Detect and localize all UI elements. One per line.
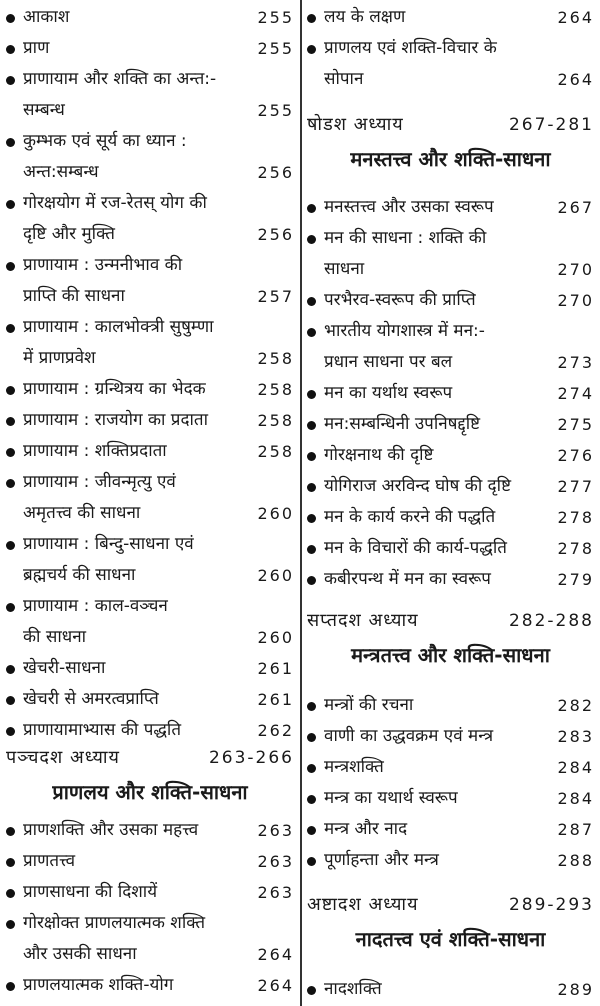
- chapter-header: [307, 110, 594, 174]
- entry-title: भारतीय योगशास्त्र में मन:-: [324, 321, 485, 341]
- entry-title: आकाश: [23, 7, 70, 27]
- toc-entry: [6, 591, 294, 653]
- bullet-icon: [6, 324, 15, 333]
- entry-title: ब्रह्मचर्य की साधना: [23, 565, 136, 585]
- toc-entry: [307, 974, 594, 1005]
- page-number: 275: [557, 415, 594, 434]
- entry-title: मन की साधना : शक्ति की: [324, 228, 487, 248]
- page-number: 258: [257, 442, 294, 461]
- entry-title: मन्त्रशक्ति: [324, 757, 384, 777]
- entry-title: साधना: [324, 259, 365, 279]
- toc-entry: [307, 752, 594, 783]
- page-number: 262: [257, 721, 294, 740]
- toc-entry: [307, 690, 594, 721]
- entry-title: प्राणसाधना की दिशायें: [23, 882, 158, 902]
- bullet-icon: [6, 386, 15, 395]
- bullet-icon: [307, 328, 316, 337]
- chapter-page-range: 282-288: [508, 611, 594, 631]
- bullet-icon: [307, 576, 316, 585]
- entry-title: और उसकी साधना: [23, 944, 137, 964]
- page-number: 260: [257, 628, 294, 647]
- bullet-icon: [6, 541, 15, 550]
- toc-entry: [6, 970, 294, 1001]
- entry-title: मन्त्र और नाद: [324, 819, 408, 839]
- bullet-icon: [6, 479, 15, 488]
- page-number: 278: [557, 539, 594, 558]
- entry-title: प्राणायाम : कालभोक्त्री सुषुम्णा: [23, 317, 214, 337]
- page-number: 263: [257, 883, 294, 902]
- entry-title: प्राणायाम : जीवन्मृत्यु एवं: [23, 472, 176, 492]
- bullet-icon: [307, 857, 316, 866]
- page-number: 264: [257, 945, 294, 964]
- toc-entry: [6, 908, 294, 970]
- toc-entry: [6, 684, 294, 715]
- bullet-icon: [6, 827, 15, 836]
- entry-title: मन्त्र का यथार्थ स्वरूप: [324, 788, 458, 808]
- page-number: 267: [557, 198, 594, 217]
- entry-title: प्राणलय एवं शक्ति-विचार के: [324, 38, 497, 58]
- entry-title: वाणी का उद्धवक्रम एवं मन्त्र: [324, 726, 494, 746]
- page-number: 255: [257, 8, 294, 27]
- entry-title: खेचरी से अमरत्वप्राप्ति: [23, 689, 159, 709]
- toc-entry: [6, 846, 294, 877]
- bullet-icon: [307, 764, 316, 773]
- page-number: 264: [257, 976, 294, 995]
- page-number: 287: [557, 820, 594, 839]
- chapter-header: [6, 743, 294, 807]
- page-number: 255: [257, 101, 294, 120]
- toc-entry: [6, 188, 294, 250]
- chapter-header: [307, 606, 594, 670]
- page-number: 270: [557, 260, 594, 279]
- page-number: 264: [557, 8, 594, 27]
- toc-right-column: [301, 0, 600, 1006]
- page-number: 261: [257, 690, 294, 709]
- bullet-icon: [6, 76, 15, 85]
- entry-title: गोरक्षयोग में रज-रेतस् योग की: [23, 193, 207, 213]
- entry-title: दृष्टि और मुक्ति: [23, 224, 115, 244]
- toc-entry: [307, 845, 594, 876]
- page-number: 270: [557, 291, 594, 310]
- page-number: 258: [257, 411, 294, 430]
- entry-title: नादशक्ति: [324, 979, 382, 999]
- toc-entry: [6, 2, 294, 33]
- bullet-icon: [6, 665, 15, 674]
- bullet-icon: [6, 138, 15, 147]
- toc-entry: [6, 877, 294, 908]
- page-number: 284: [557, 758, 594, 777]
- entry-title: प्राणायाम : ग्रन्थित्रय का भेदक: [23, 379, 206, 399]
- page-number: 257: [257, 287, 294, 306]
- toc-entry: [307, 814, 594, 845]
- bullet-icon: [307, 795, 316, 804]
- toc-entry: [307, 721, 594, 752]
- toc-entry: [6, 529, 294, 591]
- bullet-icon: [307, 390, 316, 399]
- entry-title: सम्बन्ध: [23, 100, 65, 120]
- entry-title: मन्त्रों की रचना: [324, 695, 414, 715]
- bullet-icon: [6, 920, 15, 929]
- entry-title: प्राणायाम और शक्ति का अन्त:-: [23, 69, 217, 89]
- bullet-icon: [307, 204, 316, 213]
- bullet-icon: [307, 514, 316, 523]
- page-number: 258: [257, 349, 294, 368]
- entry-title: मन:सम्बन्धिनी उपनिषद्दृष्टि: [324, 414, 481, 434]
- chapter-title: प्राणलय और शक्ति-साधना: [52, 780, 248, 804]
- chapter-title: मनस्तत्त्व और शक्ति-साधना: [350, 147, 551, 171]
- bullet-icon: [6, 696, 15, 705]
- chapter-page-range: 267-281: [508, 115, 594, 135]
- entry-title: अमृतत्त्व की साधना: [23, 503, 141, 523]
- entry-title: गोरक्षनाथ की दृष्टि: [324, 445, 434, 465]
- bullet-icon: [307, 235, 316, 244]
- toc-entry: [6, 467, 294, 529]
- page-number: 263: [257, 852, 294, 871]
- page-number: 274: [557, 384, 594, 403]
- entry-title: कबीरपन्थ में मन का स्वरूप: [324, 569, 491, 589]
- chapter-title: मन्त्रतत्त्व और शक्ति-साधना: [351, 643, 550, 667]
- toc-entry: [6, 312, 294, 374]
- entry-title: प्राणशक्ति और उसका महत्त्व: [23, 820, 199, 840]
- entry-title: प्राणायाम : बिन्दु-साधना एवं: [23, 534, 194, 554]
- chapter-title: नादतत्त्व एवं शक्ति-साधना: [355, 927, 546, 951]
- entry-title: प्राणायाम : उन्मनीभाव की: [23, 255, 183, 275]
- bullet-icon: [6, 262, 15, 271]
- entry-title: प्राप्ति की साधना: [23, 286, 125, 306]
- toc-entry: [6, 64, 294, 126]
- page-number: 256: [257, 163, 294, 182]
- entry-title: परभैरव-स्वरूप की प्राप्ति: [324, 290, 476, 310]
- page-number: 284: [557, 789, 594, 808]
- toc-entry: [307, 316, 594, 378]
- toc-entry: [6, 815, 294, 846]
- page-number: 279: [557, 570, 594, 589]
- toc-entry: [6, 653, 294, 684]
- toc-entry: [307, 440, 594, 471]
- bullet-icon: [6, 889, 15, 898]
- page-number: 278: [557, 508, 594, 527]
- entry-title: की साधना: [23, 627, 87, 647]
- page-number: 260: [257, 504, 294, 523]
- bullet-icon: [6, 603, 15, 612]
- chapter-header: [307, 890, 594, 954]
- entry-title: सोपान: [324, 69, 364, 89]
- toc-entry: [307, 223, 594, 285]
- bullet-icon: [6, 200, 15, 209]
- entry-title: मन के कार्य करने की पद्धति: [324, 507, 496, 527]
- toc-entry: [6, 405, 294, 436]
- toc-entry: [307, 533, 594, 564]
- entry-title: प्राणायाम : शक्तिप्रदाता: [23, 441, 167, 461]
- chapter-number: अष्टादश अध्याय: [307, 894, 419, 915]
- entry-title: पूर्णाहन्ता और मन्त्र: [324, 850, 439, 870]
- chapter-number: पञ्चदश अध्याय: [6, 747, 121, 768]
- entry-title: गोरक्षोक्त प्राणलयात्मक शक्ति: [23, 913, 206, 933]
- page-number: 258: [257, 380, 294, 399]
- toc-entry: [307, 192, 594, 223]
- page-number: 289: [557, 980, 594, 999]
- bullet-icon: [307, 297, 316, 306]
- bullet-icon: [307, 483, 316, 492]
- entry-title: अन्त:सम्बन्ध: [23, 162, 99, 182]
- bullet-icon: [307, 421, 316, 430]
- toc-entry: [307, 564, 594, 595]
- entry-title: में प्राणप्रवेश: [23, 348, 96, 368]
- entry-title: मनस्तत्त्व और उसका स्वरूप: [324, 197, 494, 217]
- toc-entry: [6, 715, 294, 746]
- toc-entry: [307, 33, 594, 95]
- bullet-icon: [307, 14, 316, 23]
- bullet-icon: [6, 417, 15, 426]
- page-number: 276: [557, 446, 594, 465]
- bullet-icon: [307, 545, 316, 554]
- page-number: 273: [557, 353, 594, 372]
- bullet-icon: [307, 702, 316, 711]
- entry-title: प्राणायाम : राजयोग का प्रदाता: [23, 410, 209, 430]
- bullet-icon: [307, 986, 316, 995]
- toc-entry: [307, 378, 594, 409]
- entry-title: प्राण: [23, 38, 50, 58]
- entry-title: लय के लक्षण: [324, 7, 406, 27]
- chapter-number: षोडश अध्याय: [307, 114, 404, 135]
- toc-entry: [6, 250, 294, 312]
- page-number: 282: [557, 696, 594, 715]
- page-number: 264: [557, 70, 594, 89]
- page-number: 288: [557, 851, 594, 870]
- bullet-icon: [307, 826, 316, 835]
- bullet-icon: [307, 45, 316, 54]
- entry-title: प्राणायामाभ्यास की पद्धति: [23, 720, 182, 740]
- page-number: 256: [257, 225, 294, 244]
- toc-entry: [307, 285, 594, 316]
- page-number: 263: [257, 821, 294, 840]
- entry-title: कुम्भक एवं सूर्य का ध्यान :: [23, 131, 187, 151]
- entry-title: प्रधान साधना पर बल: [324, 352, 453, 372]
- bullet-icon: [307, 452, 316, 461]
- toc-entry: [307, 2, 594, 33]
- bullet-icon: [307, 733, 316, 742]
- bullet-icon: [6, 858, 15, 867]
- toc-entry: [6, 126, 294, 188]
- bullet-icon: [6, 45, 15, 54]
- entry-title: खेचरी-साधना: [23, 658, 106, 678]
- page-number: 283: [557, 727, 594, 746]
- toc-entry: [307, 471, 594, 502]
- chapter-number: सप्तदश अध्याय: [307, 610, 419, 631]
- page-number: 277: [557, 477, 594, 496]
- chapter-page-range: 263-266: [208, 748, 294, 768]
- toc-entry: [307, 783, 594, 814]
- toc-entry: [307, 409, 594, 440]
- entry-title: प्राणायाम : काल-वञ्चन: [23, 596, 168, 616]
- page-number: 255: [257, 39, 294, 58]
- page-number: 261: [257, 659, 294, 678]
- toc-entry: [307, 502, 594, 533]
- entry-title: प्राणतत्त्व: [23, 851, 76, 871]
- entry-title: योगिराज अरविन्द घोष की दृष्टि: [324, 476, 511, 496]
- toc-entry: [6, 33, 294, 64]
- page-number: 260: [257, 566, 294, 585]
- entry-title: प्राणलयात्मक शक्ति-योग: [23, 975, 174, 995]
- bullet-icon: [6, 982, 15, 991]
- entry-title: मन के विचारों की कार्य-पद्धति: [324, 538, 507, 558]
- entry-title: मन का यर्थाथ स्वरूप: [324, 383, 453, 403]
- bullet-icon: [6, 14, 15, 23]
- bullet-icon: [6, 448, 15, 457]
- chapter-page-range: 289-293: [508, 895, 594, 915]
- toc-entry: [6, 374, 294, 405]
- bullet-icon: [6, 727, 15, 736]
- toc-entry: [6, 436, 294, 467]
